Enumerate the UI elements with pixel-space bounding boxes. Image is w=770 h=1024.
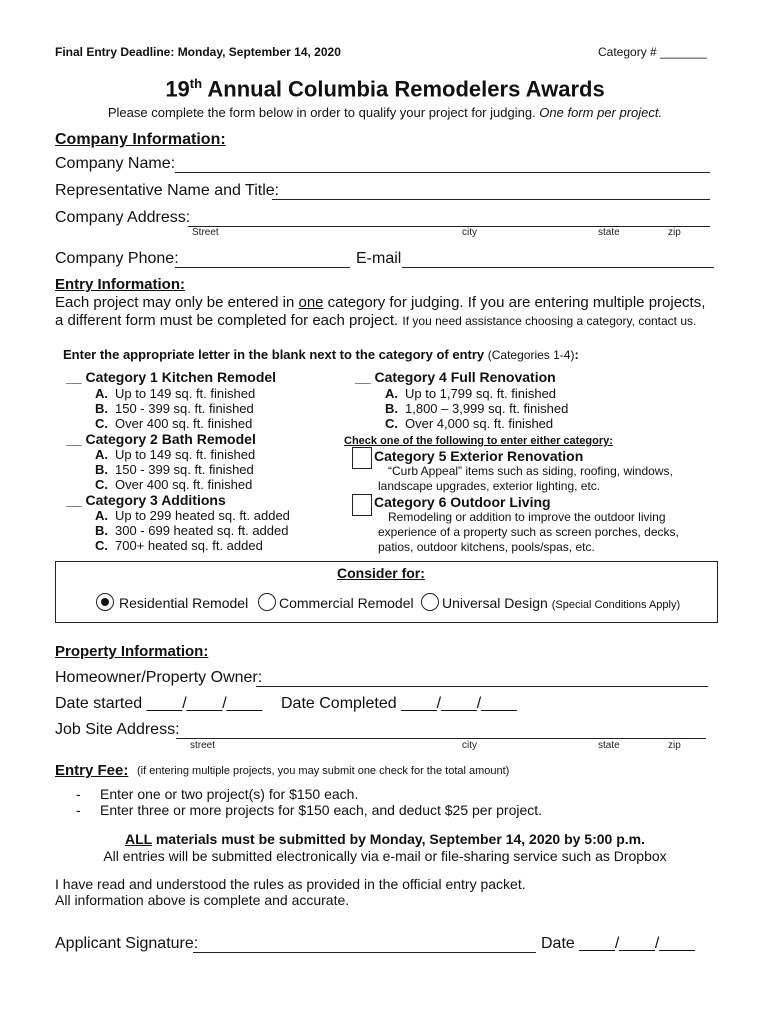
certify-line2: All information above is complete and accurate. bbox=[55, 892, 350, 908]
signature-date-field[interactable]: Date ____/____/____ bbox=[541, 935, 695, 952]
instruct-paren: (Categories 1-4) bbox=[487, 348, 575, 362]
residential-remodel-radio[interactable] bbox=[96, 593, 114, 611]
category-6-desc-line3: patios, outdoor kitchens, pools/spas, etc. bbox=[378, 540, 595, 554]
owner-field[interactable] bbox=[256, 686, 708, 687]
category-3-option-c: C. 700+ heated sq. ft. added bbox=[95, 538, 263, 553]
rep-name-field[interactable] bbox=[272, 199, 710, 200]
category-5-title: Category 5 Exterior Renovation bbox=[374, 448, 584, 464]
signature-field[interactable] bbox=[193, 952, 536, 953]
site-city-sublabel: city bbox=[462, 740, 477, 751]
company-address-label: Company Address: bbox=[55, 209, 191, 226]
category-1-option-b: B. 150 - 399 sq. ft. finished bbox=[95, 401, 254, 416]
site-street-sublabel: street bbox=[190, 740, 216, 751]
instructions-italic: One form per project. bbox=[539, 105, 663, 120]
site-zip-sublabel: zip bbox=[668, 740, 681, 751]
residential-remodel-label: Residential Remodel bbox=[119, 595, 249, 611]
entry-text-line2 bbox=[55, 312, 696, 329]
address-city-sublabel: city bbox=[462, 227, 477, 238]
universal-design-label bbox=[442, 595, 680, 611]
property-heading: Property Information: bbox=[55, 643, 209, 660]
fee-heading: Entry Fee: bbox=[55, 762, 129, 779]
category-5-checkbox[interactable] bbox=[352, 447, 372, 469]
category-6-title: Category 6 Outdoor Living bbox=[374, 494, 551, 510]
entry-text-line1 bbox=[55, 294, 705, 311]
address-zip-sublabel: zip bbox=[668, 227, 681, 238]
fee-note: (if entering multiple projects, you may submit one check for the total amount) bbox=[137, 765, 510, 777]
fee-bullet-dash-1: - bbox=[76, 786, 81, 802]
instruct-bold: Enter the appropriate letter in the blank next to the category of entry bbox=[63, 347, 485, 362]
deadline-all: ALL bbox=[125, 831, 152, 847]
site-state-sublabel: state bbox=[598, 740, 620, 751]
category-4-option-b: B. 1,800 – 3,999 sq. ft. finished bbox=[385, 401, 569, 416]
entry-text2-small: If you need assistance choosing a category, contact us. bbox=[402, 314, 697, 328]
category-4-option-a: A. Up to 1,799 sq. ft. finished bbox=[385, 386, 557, 401]
title-ordinal-suffix: th bbox=[189, 76, 203, 91]
category-1-option-c: C. Over 400 sq. ft. finished bbox=[95, 416, 253, 431]
category-4-option-c: C. Over 4,000 sq. ft. finished bbox=[385, 416, 554, 431]
category-1-title[interactable]: __ Category 1 Kitchen Remodel bbox=[66, 369, 277, 385]
deadline-notice bbox=[0, 831, 770, 847]
category-instructions bbox=[63, 347, 579, 362]
fee-bullet-dash-2: - bbox=[76, 802, 81, 818]
instructions bbox=[0, 105, 770, 120]
category-2-option-c: C. Over 400 sq. ft. finished bbox=[95, 477, 253, 492]
title-main: Annual Columbia Remodelers Awards bbox=[207, 76, 605, 102]
commercial-remodel-radio[interactable] bbox=[258, 593, 276, 611]
radio-selected-dot bbox=[101, 598, 109, 606]
company-phone-field[interactable] bbox=[175, 267, 350, 268]
category-3-option-a: A. Up to 299 heated sq. ft. added bbox=[95, 508, 290, 523]
company-phone-label: Company Phone: bbox=[55, 250, 179, 267]
entry-text1-underlined: one bbox=[298, 294, 324, 311]
category-4-title[interactable]: __ Category 4 Full Renovation bbox=[355, 369, 556, 385]
category-5-desc-line2: landscape upgrades, exterior lighting, etc. bbox=[378, 479, 601, 493]
certify-line1: I have read and understood the rules as provided in the official entry packet. bbox=[55, 876, 526, 892]
category-6-desc-line2: experience of a property such as screen porches, decks, bbox=[378, 525, 679, 539]
commercial-remodel-label: Commercial Remodel bbox=[279, 595, 414, 611]
entry-text1-b: category for judging. If you are entering multiple projects, bbox=[323, 294, 706, 311]
entry-heading: Entry Information: bbox=[55, 276, 185, 293]
category-1-option-a: A. Up to 149 sq. ft. finished bbox=[95, 386, 256, 401]
category-2-title[interactable]: __ Category 2 Bath Remodel bbox=[66, 431, 256, 447]
universal-design-radio[interactable] bbox=[421, 593, 439, 611]
email-label: E-mail bbox=[356, 250, 402, 267]
page-title bbox=[0, 76, 770, 102]
universal-design-text: Universal Design bbox=[442, 595, 548, 611]
rep-name-label: Representative Name and Title: bbox=[55, 182, 280, 199]
entry-text1-a: Each project may only be entered in bbox=[55, 294, 299, 311]
company-name-label: Company Name: bbox=[55, 155, 176, 172]
category-2-option-a: A. Up to 149 sq. ft. finished bbox=[95, 447, 256, 462]
company-name-field[interactable] bbox=[175, 172, 710, 173]
company-heading: Company Information: bbox=[55, 131, 226, 148]
deadline-header: Final Entry Deadline: Monday, September 14, 2020 bbox=[55, 45, 341, 59]
category-number-field[interactable]: Category # _______ bbox=[598, 45, 707, 59]
signature-label: Applicant Signature: bbox=[55, 935, 199, 952]
consider-heading: Consider for: bbox=[337, 565, 425, 581]
title-ordinal: 19 bbox=[165, 76, 190, 102]
job-site-label: Job Site Address: bbox=[55, 721, 180, 738]
category-2-option-b: B. 150 - 399 sq. ft. finished bbox=[95, 462, 254, 477]
electronic-notice: All entries will be submitted electronically via e-mail or file-sharing service such as Dropbox bbox=[103, 848, 667, 864]
entry-text2: a different form must be completed for each project. bbox=[55, 312, 399, 329]
category-6-desc-line1: Remodeling or addition to improve the outdoor living bbox=[388, 510, 666, 524]
category-5-desc-line1: “Curb Appeal” items such as siding, roofing, windows, bbox=[388, 464, 673, 478]
check-one-instruction: Check one of the following to enter either category: bbox=[344, 435, 613, 447]
owner-label: Homeowner/Property Owner: bbox=[55, 669, 263, 686]
address-street-sublabel: Street bbox=[192, 227, 219, 238]
instruct-colon: : bbox=[574, 347, 579, 362]
category-3-option-b: B. 300 - 699 heated sq. ft. added bbox=[95, 523, 289, 538]
company-address-field[interactable] bbox=[188, 226, 710, 227]
date-started-field[interactable]: Date started ____/____/____ bbox=[55, 695, 263, 712]
deadline-rest: materials must be submitted by Monday, September 14, 2020 by 5:00 p.m. bbox=[151, 831, 645, 847]
category-3-title[interactable]: __ Category 3 Additions bbox=[66, 492, 226, 508]
fee-bullet-1: Enter one or two project(s) for $150 each. bbox=[100, 786, 359, 802]
category-6-checkbox[interactable] bbox=[352, 494, 372, 516]
instructions-text: Please complete the form below in order to qualify your project for judging. bbox=[107, 105, 536, 120]
special-conditions-note: (Special Conditions Apply) bbox=[551, 599, 681, 611]
address-state-sublabel: state bbox=[598, 227, 620, 238]
date-completed-field[interactable]: Date Completed ____/____/____ bbox=[281, 695, 517, 712]
email-field[interactable] bbox=[402, 267, 714, 268]
fee-bullet-2: Enter three or more projects for $150 each, and deduct $25 per project. bbox=[100, 802, 543, 818]
job-site-field[interactable] bbox=[176, 738, 706, 739]
